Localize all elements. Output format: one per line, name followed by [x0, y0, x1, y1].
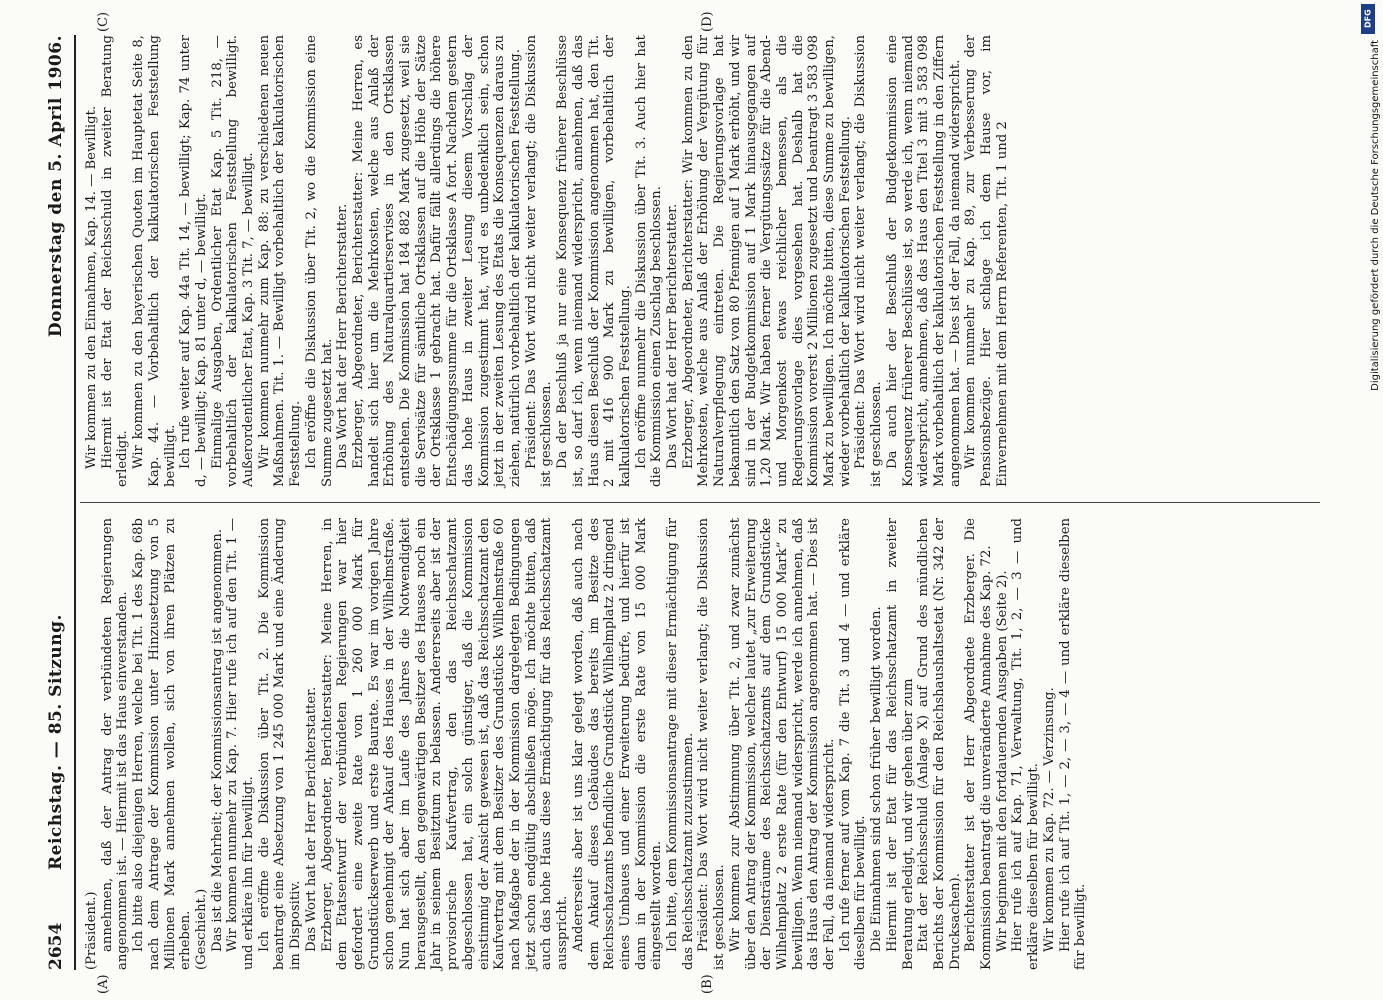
paragraph: Wir beginnen mit den fortdauernden Ausgaben (Seite 2). — [994, 570, 1010, 952]
paragraph: (Präsident.) — [84, 891, 99, 970]
paragraph: Das Wort hat der Herr Berichterstatter. — [335, 203, 351, 469]
paragraph: Wir kommen zur Abstimmung über Tit. 2, und zwar zunächst über den Antrag der Kommission, welcher lautet „zur Erweiterung der Diensträume des Reichsschatzamts auf dem Grundstücke Wilhelmplatz 2 erste Rate (für den Entwurf) 15 000 Mark“ zu bewilligen. Wenn niemand widerspricht, werde ich annehmen, daß das Haus den Antrag der Kommission angenommen hat. — Dies ist der Fall, da niemand widerspricht. — [727, 518, 838, 970]
paragraph: Hier rufe ich auf Kap. 71, Verwaltung, Tit. 1, 2, — 3 — und erkläre dieselben für bewilligt. — [1010, 518, 1042, 970]
page-header — [40, 35, 70, 970]
paragraph: Hiermit ist der Etat für das Reichsschatzamt in zweiter Beratung erledigt, und wir gehen über zum — [884, 518, 916, 970]
paragraph: Wir kommen zu Kap. 72. — Verzinsung. — [1041, 687, 1057, 952]
paragraph: Hier rufe ich auf Tit. 1, — 2, — 3, — 4 — und erkläre dieselben für bewilligt. — [1057, 518, 1089, 970]
dfg-logo: DFG — [1361, 4, 1375, 34]
paragraph: Präsident: Das Wort wird nicht weiter verlangt; die Diskussion ist geschlossen. — [696, 518, 728, 970]
paragraph: Wir kommen nunmehr zu Kap. 7. Hier rufe ich auf den Tit. 1 — und erkläre ihn für bewilligt. — [225, 518, 257, 970]
paragraph: Etat der Reichsschuld (Anlage X) auf Grund des mündlichen Berichts der Kommission für den Reichshaushaltsetat (Nr. 342 der Drucksachen). — [916, 518, 963, 970]
paragraph: Erzberger, Abgeordneter, Berichterstatter: Wir kommen zu den Mehrkosten, welche aus Anlaß der Erhöhung der Vergütung für Naturalverpflegung eintreten. Die Regierungsvorlage hat bekanntlich den Satz von 80 Pfennigen auf 1 Mark erhöht, und wir sind in der Budgetkommission auf 1 Mark hinausgegangen auf 1,20 Mark. Wir haben ferner die Vergütungssätze für die Abend- und Morgenkost etwas reichlicher bemessen, als die Regierungsvorlage dies vorgesehen hat. Deshalb hat die Kommission vorerst 2 Millionen zugesetzt und beantragt 3 583 098 Mark zu bewilligen. Ich möchte bitten, diese Summe zu bewilligen, wieder vorbehaltlich der kalkulatorischen Feststellung. — [680, 35, 853, 487]
paragraph: Präsident: Das Wort wird nicht weiter verlangt; die Diskussion ist geschlossen. — [853, 35, 885, 487]
paragraph: Berichterstatter ist der Herr Abgeordnete Erzberger. Die Kommission beantragt die unveränderte Annahme des Kap. 72. — [963, 518, 995, 970]
paragraph: Da auch hier der Beschluß der Budgetkommission eine Konsequenz früherer Beschlüsse ist, so werde ich, wenn niemand widerspricht, annehmen, daß das Haus den Titel 3 mit 3 583 098 Mark vorbehaltlich der kalkulatorischen Feststellung in den Ziffern angenommen hat. — Dies ist der Fall, da niemand widerspricht. — [884, 35, 963, 487]
paragraph: Ich rufe weiter auf Kap. 44a Tit. 14, — bewilligt; Kap. 74 unter d, — bewilligt; Kap. 81 unter d, — bewilligt. — [178, 35, 209, 487]
date-title: Donnerstag den 5. April 1906. — [46, 35, 66, 338]
paragraph: Erzberger, Abgeordneter, Berichterstatter: Meine Herren, es handelt sich hier um die Mehrkosten, welche aus Anlaß der Erhöhung des Naturalquartierservises in den Ortsklassen entstehen. Die Kommission hat 184 882 Mark zugesetzt, weil sie die Servisätze für sämtliche Ortsklassen auf die Höhe der Sätze der Ortsklasse 1 gebracht hat. Dafür fällt allerdings die höhere Entschädigungssumme für die Ortsklasse A fort. Nachdem gestern das hohe Haus in zweiter Lesung diesem Vorschlag der Kommission zugestimmt hat, wird es unbedenklich sein, schon jetzt in der zweiten Lesung des Etats die Konsequenzen daraus zu ziehen, natürlich vorbehaltlich der kalkulatorischen Feststellung. — [350, 35, 523, 487]
margin-mark-b: (B) — [700, 974, 715, 994]
right-text-column — [84, 35, 1010, 487]
page-number: 2654 — [46, 922, 66, 970]
paragraph: Wir kommen nunmehr zum Kap. 88: zu verschiedenen neuen Maßnahmen. Tit. 1. — Bewilligt vorbehaltlich der kalkulatorischen Feststellung. — [256, 35, 304, 487]
paragraph: Erzberger, Abgeordneter, Berichterstatter: Meine Herren, in dem Etatsentwurf der verbündeten Regierungen war hier gefordert eine zweite Rate von 1 260 000 Mark für Grundstückserwerb und erste Baurate. Es war im vorigen Jahre schon genehmigt der Ankauf des Hauses in der Wilhelmstraße. Nun hat sich aber im Laufe des Jahres die Notwendigkeit herausgestellt, den gegenwärtigen Besitzer des Hauses noch ein Jahr in seinem Besitztum zu belassen. Andererseits aber ist der provisorische Kaufvertrag, den das Reichsschatzamt abgeschlossen hat, ein solch günstiger, daß die Kommission einstimmig der Ansicht gewesen ist, daß das Reichsschatzamt den Kaufvertrag mit dem Besitzer des Grundstücks Wilhelmstraße 60 nach Maßgabe der in der Kommission dargelegten Bedingungen jetzt schon endgültig abschließen möge. Ich möchte bitten, daß auch das hohe Haus diese Ermächtigung für das Reichsschatzamt ausspricht. — [319, 518, 571, 970]
paragraph: Wir kommen zu den bayerischen Quoten im Hauptetat Seite 8, Kap. 44. — Vorbehaltlich der kalkulatorischen Feststellung bewilligt. — [131, 35, 178, 487]
paragraph: annehmen, daß der Antrag der verbündeten Regierungen angenommen ist. — Hiermit ist das Haus einverstanden. — [99, 518, 131, 970]
paragraph: Andererseits aber ist uns klar gelegt worden, daß auch nach dem Ankauf dieses Gebäudes das bereits im Besitze des Reichsschatzamts befindliche Grundstück Wilhelmplatz 2 dringend eines Umbaues und einer Erweiterung bedürfe, und hierfür ist dann in der Kommission die erste Rate von 15 000 Mark eingestellt worden. — [570, 518, 665, 970]
margin-mark-c: (C) — [96, 11, 111, 32]
paragraph: Wir kommen zu den Einnahmen, Kap. 14. — Bewilligt. — [84, 105, 99, 469]
paragraph: Da der Beschluß ja nur eine Konsequenz früherer Beschlüsse ist, so darf ich, wenn niemand widerspricht, annehmen, daß das Haus diesen Beschluß der Kommission angenommen hat, den Tit. 2 mit 416 900 Mark zu bewilligen, vorbehaltlich der kalkulatorischen Feststellung. — [555, 35, 633, 487]
paragraph: Ich bitte, dem Kommissionsantrage mit dieser Ermächtigung für das Reichsschatzamt zuzustimmen. — [665, 518, 696, 970]
paragraph: Präsident: Das Wort wird nicht weiter verlangt; die Diskussion ist geschlossen. — [523, 35, 555, 487]
header-rule — [74, 35, 76, 970]
margin-mark-d: (D) — [700, 11, 715, 32]
paragraph: Das Wort hat der Herr Berichterstatter. — [665, 203, 681, 469]
paragraph: Ich eröffne die Diskussion über Tit. 2. Die Kommission beantragt eine Absetzung von 1 245 000 Mark und eine Änderung im Dispositiv. — [256, 518, 304, 970]
paragraph: Ich bitte also diejenigen Herren, welche bei Tit. 1 des Kap. 68b nach dem Antrage der Kommission unter Hinzusetzung von 5 Millionen Mark annehmen wollen, sich von ihren Plätzen zu erheben. — [131, 518, 194, 970]
paragraph: Hiermit ist der Etat der Reichsschuld in zweiter Beratung erledigt. — [99, 35, 131, 487]
paragraph: Ich rufe ferner auf vom Kap. 7 die Tit. 3 und 4 — und erkläre dieselben für bewilligt. — [837, 518, 869, 970]
paragraph: Einmalige Ausgaben, Ordentlicher Etat Kap. 5 Tit. 218, — vorbehaltlich der kalkulatorischen Feststellung bewilligt. Außerordentlicher Etat, Kap. 3 Tit. 7, — bewilligt. — [209, 35, 257, 487]
margin-mark-a: (A) — [96, 974, 111, 994]
paragraph: Wir kommen nunmehr zu Kap. 89, zur Verbesserung der Pensionsbezüge. Hier schlage ich dem Hause vor, im Einvernehmen mit dem Herrn Referenten, Tit. 1 und 2 — [963, 35, 1010, 487]
column-divider — [80, 502, 1320, 503]
left-text-column — [84, 518, 1089, 970]
paragraph: Die Einnahmen sind schon früher bewilligt worden. — [869, 606, 885, 952]
digitization-credit: Digitalisierung gefördert durch die Deutsche Forschungsgemeinschaft — [1370, 40, 1381, 391]
paragraph: Das Wort hat der Herr Berichterstatter. — [303, 686, 319, 952]
paragraph: Das ist die Mehrheit; der Kommissionsantrag ist angenommen. — [209, 529, 225, 952]
paragraph: Ich eröffne nunmehr die Diskussion über Tit. 3. Auch hier hat die Kommission einen Zuschlag beschlossen. — [633, 35, 665, 487]
paragraph: (Geschieht.) — [193, 888, 209, 970]
paragraph: Ich eröffne die Diskussion über Tit. 2, wo die Kommission eine Summe zugesetzt hat. — [303, 35, 335, 487]
session-title: Reichstag. — 85. Sitzung. — [46, 614, 66, 870]
